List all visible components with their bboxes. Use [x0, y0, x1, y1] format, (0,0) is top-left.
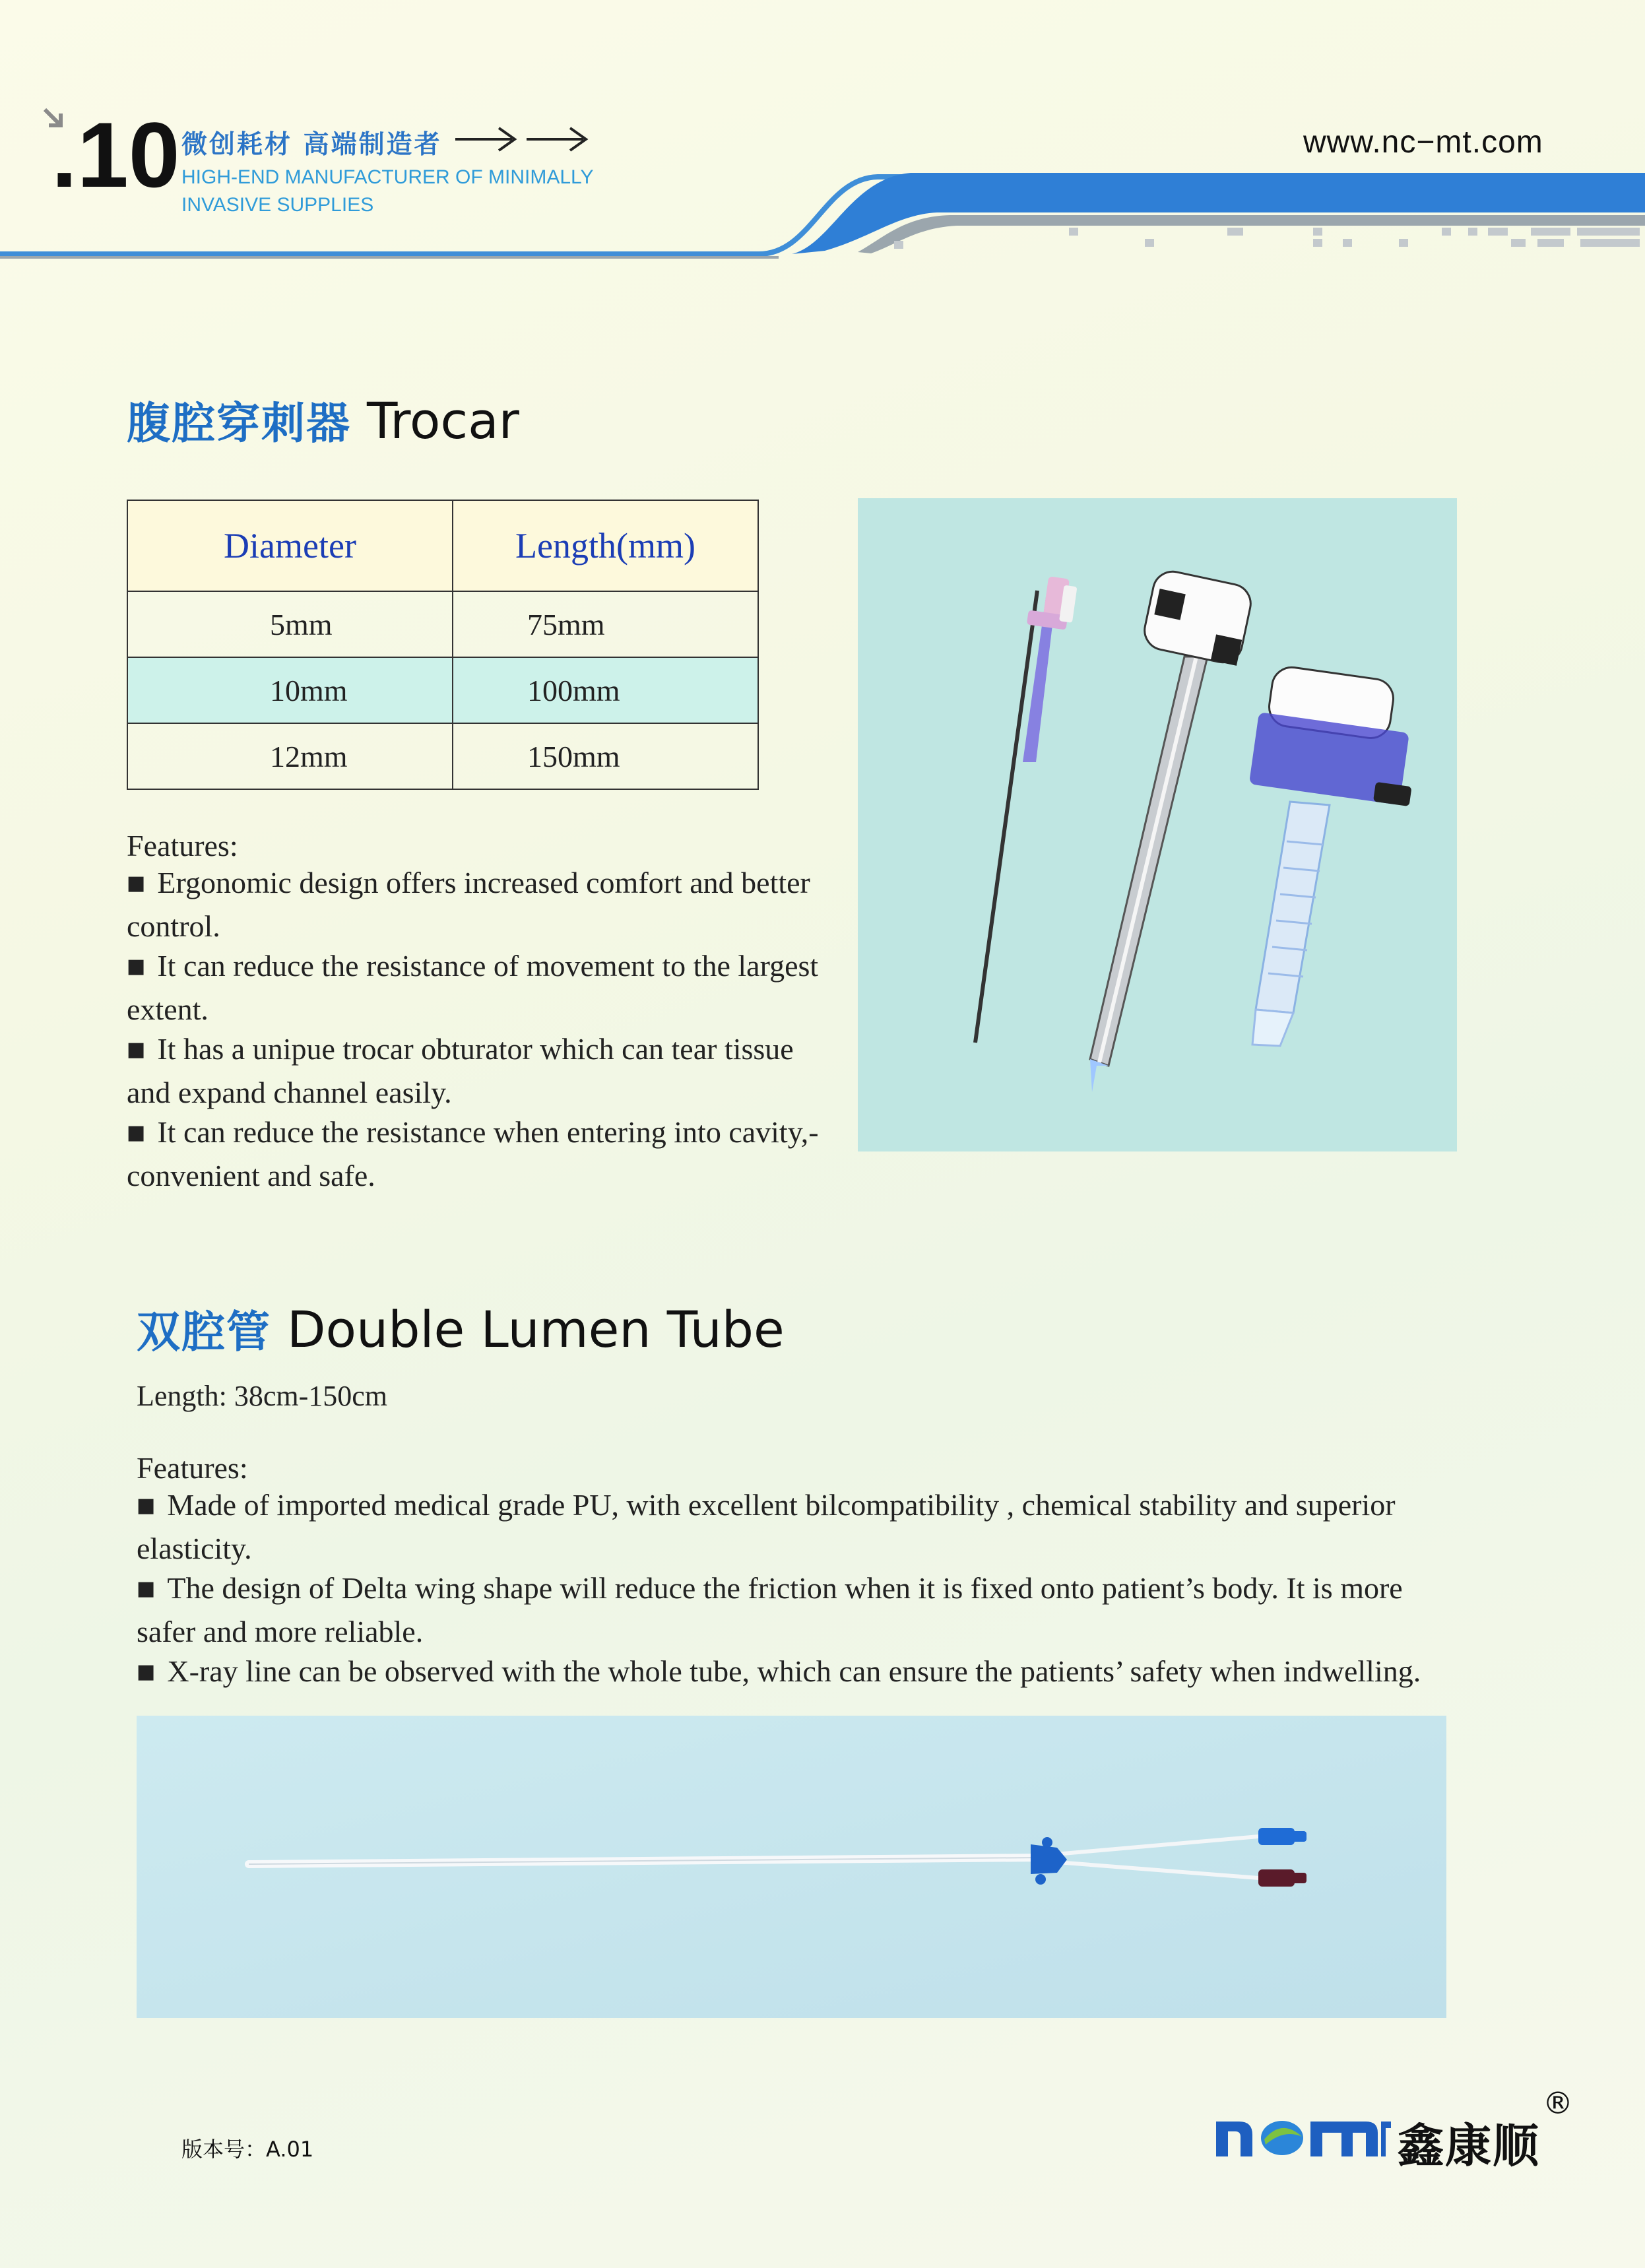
feature-item: ■ It can reduce the resistance of movement to the largest extent. [127, 949, 819, 1026]
table-row [127, 657, 758, 723]
trocar-title-cn: 腹腔穿刺器 [127, 398, 351, 449]
trocar-product-photo [858, 498, 1457, 1151]
trocar-spec-table [127, 500, 759, 790]
table-cell: 10mm [127, 657, 453, 723]
slogan-cn: 微创耗材 高端制造者 [181, 130, 442, 160]
bullet-square-icon: ■ [127, 955, 146, 978]
double-arrow-icon [454, 123, 593, 156]
trocar-features [127, 828, 853, 1196]
table-row [127, 723, 758, 789]
page-number: .10 [51, 103, 180, 207]
table-header-diameter: Diameter [127, 500, 453, 591]
table-cell: 100mm [453, 657, 758, 723]
tube-product-photo [137, 1716, 1446, 2018]
brand-logo [1213, 2085, 1582, 2171]
tube-title [137, 1297, 785, 1359]
bullet-square-icon: ■ [127, 872, 146, 895]
feature-item: ■ It can reduce the resistance when entering into cavity,- convenient and safe. [127, 1115, 819, 1192]
table-cell: 5mm [127, 591, 453, 657]
table-header-length: Length(mm) [453, 500, 758, 591]
bullet-square-icon: ■ [137, 1577, 156, 1600]
feature-item: ■ Ergonomic design offers increased comfort and better control. [127, 866, 810, 943]
feature-item: ■ Made of imported medical grade PU, with excellent bilcompatibility , chemical stability and superior elasticity. [137, 1488, 1396, 1565]
tube-title-cn: 双腔管 [137, 1307, 271, 1357]
slogan-en-line2: INVASIVE SUPPLIES [181, 194, 374, 216]
table-row [127, 591, 758, 657]
trocar-title [127, 388, 519, 451]
brand-name-cn: 鑫康顺 [1398, 2119, 1540, 2173]
tube-features-title: Features: [137, 1451, 248, 1485]
registered-mark: ® [1543, 2085, 1573, 2121]
feature-item: ■ The design of Delta wing shape will reduce the friction when it is fixed onto patient’s body. It is more safer and more reliable. [137, 1571, 1403, 1648]
header-band [0, 165, 1645, 264]
slogan-en-line1: HIGH-END MANUFACTURER OF MINIMALLY [181, 166, 594, 188]
table-cell: 150mm [453, 723, 758, 789]
nmt-logo-icon [1213, 2112, 1391, 2158]
bullet-square-icon: ■ [137, 1494, 156, 1517]
tube-features [137, 1450, 1542, 1695]
table-cell: 75mm [453, 591, 758, 657]
trocar-title-en: Trocar [367, 391, 519, 450]
trocar-features-title: Features: [127, 829, 238, 862]
version-number: 版本号：A.01 [181, 2137, 314, 2162]
website-url: www.nc−mt.com [1303, 125, 1543, 160]
bullet-square-icon: ■ [127, 1121, 146, 1144]
feature-item: ■ X-ray line can be observed with the whole tube, which can ensure the patients’ safety when indwelling. [137, 1654, 1421, 1688]
feature-item: ■ It has a unipue trocar obturator which can tear tissue and expand channel easily. [127, 1032, 794, 1109]
table-header-row [127, 500, 758, 591]
table-cell: 12mm [127, 723, 453, 789]
tube-title-en: Double Lumen Tube [287, 1300, 785, 1359]
bullet-square-icon: ■ [137, 1660, 156, 1683]
bullet-square-icon: ■ [127, 1038, 146, 1061]
tube-length: Length: 38cm-150cm [137, 1380, 388, 1412]
